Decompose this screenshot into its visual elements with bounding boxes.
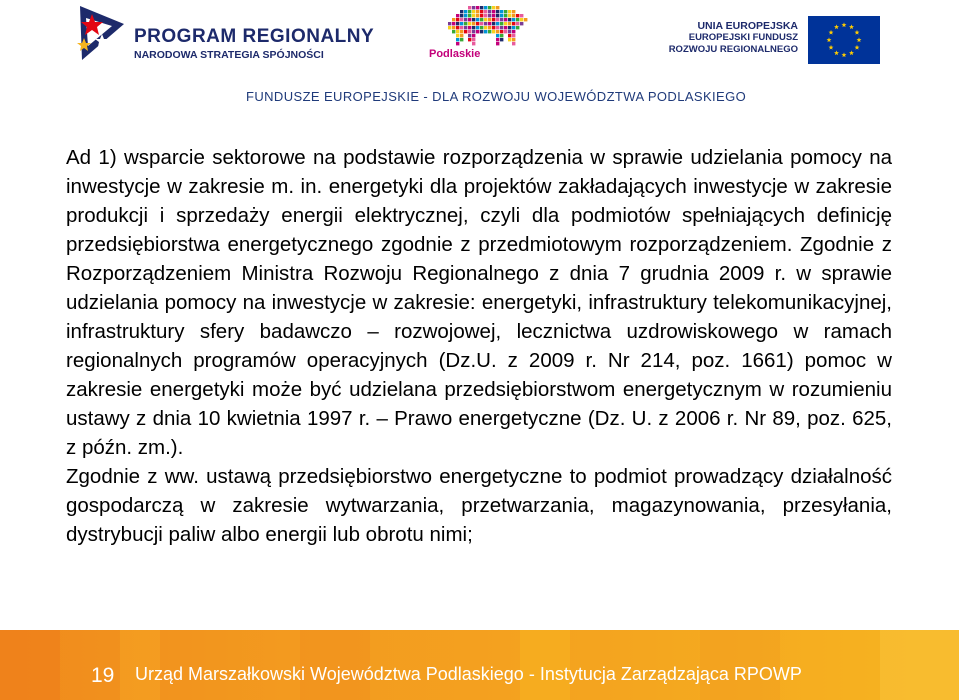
page-number: 19 xyxy=(91,664,115,687)
bison-tile xyxy=(508,26,511,29)
bison-tile xyxy=(504,26,507,29)
bison-tile xyxy=(460,30,463,33)
bison-tile xyxy=(504,14,507,17)
bison-tile xyxy=(520,18,523,21)
bison-tile xyxy=(508,18,511,21)
bison-tile xyxy=(492,10,495,13)
bison-tile xyxy=(516,18,519,21)
paragraph-legal-basis: Ad 1) wsparcie sektorowe na podstawie rozporządzenia w sprawie udzielania pomocy na inwestycje w zakresie m. in. energetyki dla projektów zakładających inwestycje w zakresie produkcji i sprzedaży energii elektrycznej, czyli dla podmiotów spełniających definicję przedsiębiorstwa energetycznego zgodnie z przedmiotowym rozporządzeniem. Zgodnie z Rozporządzeniem Ministra Rozwoju Regionalnego z dnia 7 grudnia 2009 r. w sprawie udzielania pomocy na inwestycje w zakresie: energetyki, infrastruktury telekomunikacyjnej, infrastruktury sfery badawczo – rozwojowej, lecznictwa uzdrowiskowego w ramach regionalnych programów operacyjnych (Dz.U. z 2009 r. Nr 214, poz. 1661) pomoc w zakresie energetyki może być udzielana przedsiębiorstwom energetycznym w rozumieniu ustawy z dnia 10 kwietnia 1997 r. – Prawo energetyczne (Dz. U. z 2006 r. Nr 89, poz. 625, z późn. zm.). xyxy=(66,146,892,459)
eu-fund-label xyxy=(669,20,798,56)
bison-tile xyxy=(476,30,479,33)
bison-tile xyxy=(456,14,459,17)
bison-tile xyxy=(496,6,499,9)
bison-tile xyxy=(496,18,499,21)
funds-tagline: FUNDUSZE EUROPEJSKIE - DLA ROZWOJU WOJEWÓDZTWA PODLASKIEGO xyxy=(246,89,747,104)
bison-tile xyxy=(472,34,475,37)
bison-tile xyxy=(488,18,491,21)
bison-tile xyxy=(468,26,471,29)
bison-tile xyxy=(512,22,515,25)
bison-tile xyxy=(472,18,475,21)
bison-tile xyxy=(464,26,467,29)
eu-line3: ROZWOJU REGIONALNEGO xyxy=(668,44,798,55)
bison-tile xyxy=(508,30,511,33)
bison-tile xyxy=(452,18,455,21)
bison-tile xyxy=(496,42,499,45)
bison-tile xyxy=(496,10,499,13)
bison-tile xyxy=(508,14,511,17)
bison-tile xyxy=(456,42,459,45)
bison-tile xyxy=(488,6,491,9)
bison-tile xyxy=(512,30,515,33)
bison-tile xyxy=(492,30,495,33)
bison-tile xyxy=(500,22,503,25)
region-name: Podlaskie xyxy=(429,48,481,60)
bison-tile xyxy=(492,22,495,25)
bison-tile xyxy=(500,18,503,21)
bison-tile xyxy=(516,22,519,25)
bison-tile xyxy=(472,30,475,33)
bison-tile xyxy=(476,22,479,25)
bison-tile xyxy=(460,18,463,21)
bison-tile xyxy=(480,30,483,33)
bison-tile xyxy=(468,6,471,9)
bison-tile xyxy=(464,22,467,25)
bison-tile xyxy=(476,18,479,21)
bison-tile xyxy=(452,30,455,33)
bison-tile xyxy=(460,38,463,41)
bison-tile xyxy=(484,18,487,21)
slide-body xyxy=(66,143,892,549)
bison-tile xyxy=(508,34,511,37)
bison-tile xyxy=(464,18,467,21)
bison-tile xyxy=(508,22,511,25)
footer xyxy=(0,630,959,700)
bison-tile xyxy=(456,30,459,33)
bison-tile xyxy=(488,22,491,25)
bison-tile xyxy=(484,6,487,9)
bison-tile xyxy=(480,22,483,25)
bison-tile xyxy=(472,22,475,25)
bison-tile xyxy=(492,26,495,29)
program-regionalny-logo xyxy=(72,4,375,64)
bison-tile xyxy=(468,18,471,21)
bison-tile xyxy=(504,10,507,13)
bison-tile xyxy=(492,18,495,21)
bison-tile xyxy=(480,18,483,21)
bison-tile xyxy=(452,26,455,29)
bison-tile xyxy=(488,10,491,13)
bison-tile xyxy=(496,38,499,41)
bison-tile xyxy=(472,42,475,45)
bison-tile xyxy=(488,14,491,17)
bison-tile xyxy=(464,14,467,17)
bison-tile xyxy=(456,26,459,29)
bison-tile xyxy=(520,14,523,17)
bison-tile xyxy=(512,18,515,21)
eu-logo xyxy=(670,16,880,66)
bison-tile xyxy=(476,14,479,17)
bison-tile xyxy=(472,10,475,13)
bison-tile xyxy=(480,10,483,13)
bison-tile xyxy=(456,18,459,21)
bison-tile xyxy=(508,38,511,41)
bison-tile xyxy=(496,22,499,25)
bison-tile xyxy=(468,34,471,37)
bison-tile xyxy=(468,22,471,25)
bison-tile xyxy=(504,22,507,25)
bison-tile xyxy=(500,30,503,33)
bison-tile xyxy=(456,22,459,25)
bison-tile xyxy=(468,38,471,41)
bison-tile xyxy=(456,38,459,41)
eu-line2: EUROPEJSKI FUNDUSZ xyxy=(688,32,798,43)
eu-flag-icon xyxy=(808,16,880,64)
bison-tile xyxy=(512,26,515,29)
bison-tile xyxy=(496,14,499,17)
bison-tile xyxy=(468,30,471,33)
bison-tile xyxy=(500,10,503,13)
bison-tile xyxy=(480,14,483,17)
bison-tile xyxy=(456,34,459,37)
bison-tile xyxy=(480,6,483,9)
bison-tile xyxy=(488,30,491,33)
bison-icon xyxy=(447,4,529,48)
bison-tile xyxy=(460,22,463,25)
bison-tile xyxy=(464,10,467,13)
bison-tile xyxy=(484,10,487,13)
header xyxy=(0,0,959,110)
bison-tile xyxy=(480,26,483,29)
bison-tile xyxy=(516,26,519,29)
bison-tile xyxy=(508,10,511,13)
paragraph-definition: Zgodnie z ww. ustawą przedsiębiorstwo energetyczne to podmiot prowadzący działalność gospodarczą w zakresie wytwarzania, przetwarzania, magazynowania, przesyłania, dystrybucji paliw albo energii lub obrotu nimi; xyxy=(66,465,892,546)
bison-tile xyxy=(496,30,499,33)
bison-tile xyxy=(464,30,467,33)
bison-tile xyxy=(460,14,463,17)
bison-tile xyxy=(468,14,471,17)
bison-tile xyxy=(476,10,479,13)
bison-tile xyxy=(504,30,507,33)
bison-tile xyxy=(512,34,515,37)
bison-tile xyxy=(484,26,487,29)
bison-tile xyxy=(496,34,499,37)
bison-tile xyxy=(484,14,487,17)
bison-tile xyxy=(472,26,475,29)
bison-tile xyxy=(524,18,527,21)
bison-tile xyxy=(460,34,463,37)
bison-tile xyxy=(488,26,491,29)
bison-tile xyxy=(476,26,479,29)
bison-tile xyxy=(460,10,463,13)
bison-tile xyxy=(448,26,451,29)
bison-tile xyxy=(484,22,487,25)
bison-tile xyxy=(500,14,503,17)
bison-tile xyxy=(500,26,503,29)
bison-tile xyxy=(512,42,515,45)
bison-tile xyxy=(492,14,495,17)
eu-line1: UNIA EUROPEJSKA xyxy=(697,20,798,32)
bison-tile xyxy=(512,38,515,41)
bison-tile xyxy=(516,14,519,17)
bison-tile xyxy=(448,22,451,25)
bison-tile xyxy=(476,6,479,9)
bison-tile xyxy=(460,26,463,29)
bison-tile xyxy=(484,30,487,33)
bison-tile xyxy=(492,6,495,9)
bison-tile xyxy=(496,26,499,29)
bison-tile xyxy=(520,22,523,25)
bison-tile xyxy=(472,14,475,17)
bison-tile xyxy=(472,38,475,41)
bison-tile xyxy=(500,34,503,37)
bison-tile xyxy=(512,10,515,13)
bison-tile xyxy=(452,22,455,25)
bison-tile xyxy=(472,6,475,9)
bison-tile xyxy=(500,38,503,41)
program-subtitle: NARODOWA STRATEGIA SPÓJNOŚCI xyxy=(134,49,324,61)
bison-tile xyxy=(512,14,515,17)
bison-tile xyxy=(468,10,471,13)
bison-tile xyxy=(504,18,507,21)
program-title: PROGRAM REGIONALNY xyxy=(134,26,375,47)
star-flag-icon xyxy=(72,4,132,64)
podlaskie-logo xyxy=(425,4,535,66)
footer-institution: Urząd Marszałkowski Województwa Podlaskiego - Instytucja Zarządzająca RPOWP xyxy=(135,664,802,684)
